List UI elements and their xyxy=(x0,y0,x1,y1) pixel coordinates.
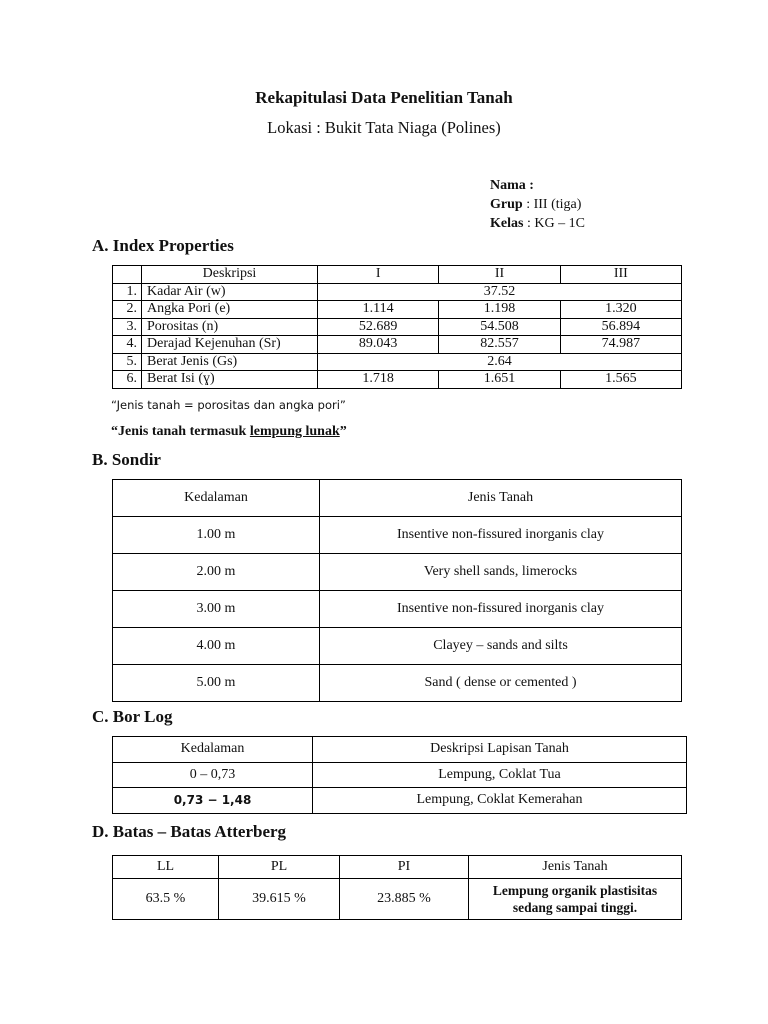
row-value: 52.689 xyxy=(318,318,439,336)
row-number: 2. xyxy=(113,301,142,319)
table-row xyxy=(113,301,682,319)
header-cell: Deskripsi xyxy=(142,266,318,284)
soil-type-cell: Clayey – sands and silts xyxy=(320,628,682,665)
layer-description-cell: Lempung, Coklat Tua xyxy=(313,762,687,788)
header-cell: Jenis Tanah xyxy=(320,480,682,517)
row-value: 2.64 xyxy=(318,353,682,371)
section-d-heading: D. Batas – Batas Atterberg xyxy=(92,822,287,841)
soil-type-cell: Very shell sands, limerocks xyxy=(320,554,682,591)
row-label: Berat Jenis (Gs) xyxy=(142,353,318,371)
table-row xyxy=(113,517,682,554)
note-conclusion-suffix: ” xyxy=(339,424,347,439)
layer-description-cell: Lempung, Coklat Kemerahan xyxy=(313,788,687,814)
table-header-row xyxy=(113,737,687,763)
pi-value: 23.885 % xyxy=(340,879,469,920)
row-value: 54.508 xyxy=(439,318,560,336)
note-conclusion xyxy=(111,424,347,440)
page-title: Rekapitulasi Data Penelitian Tanah xyxy=(255,88,513,107)
row-number: 3. xyxy=(113,318,142,336)
row-number: 5. xyxy=(113,353,142,371)
depth-cell: 2.00 m xyxy=(113,554,320,591)
row-number: 1. xyxy=(113,283,142,301)
ll-value: 63.5 % xyxy=(113,879,219,920)
table-row xyxy=(113,336,682,354)
row-label: Porositas (n) xyxy=(142,318,318,336)
header-cell: III xyxy=(560,266,681,284)
grup-value: : III (tiga) xyxy=(526,197,582,212)
table-row xyxy=(113,554,682,591)
note-conclusion-prefix: “Jenis tanah termasuk xyxy=(111,424,250,439)
table-row xyxy=(113,665,682,702)
row-number: 4. xyxy=(113,336,142,354)
row-label: Berat Isi (ɣ) xyxy=(142,371,318,389)
row-value: 82.557 xyxy=(439,336,560,354)
row-number: 6. xyxy=(113,371,142,389)
depth-cell: 3.00 m xyxy=(113,591,320,628)
table-row xyxy=(113,591,682,628)
table-row xyxy=(113,762,687,788)
header-cell: Kedalaman xyxy=(113,480,320,517)
kelas-label: Kelas xyxy=(490,216,524,231)
row-value: 1.198 xyxy=(439,301,560,319)
nama-label: Nama : xyxy=(490,178,534,193)
table-header-row xyxy=(113,480,682,517)
soil-type-cell: Sand ( dense or cemented ) xyxy=(320,665,682,702)
header-cell: II xyxy=(439,266,560,284)
page-subtitle: Lokasi : Bukit Tata Niaga (Polines) xyxy=(267,118,501,137)
soil-type-cell: Insentive non-fissured inorganis clay xyxy=(320,591,682,628)
table-row xyxy=(113,318,682,336)
header-cell: I xyxy=(318,266,439,284)
section-b-heading: B. Sondir xyxy=(92,450,161,469)
bor-log-table xyxy=(112,736,687,814)
note-jenis-tanah: “Jenis tanah = porositas dan angka pori” xyxy=(111,398,346,412)
row-value: 37.52 xyxy=(318,283,682,301)
header-cell: PI xyxy=(340,856,469,879)
pl-value: 39.615 % xyxy=(219,879,340,920)
soil-type-line-1: Lempung organik plastisitas xyxy=(492,883,658,898)
depth-cell: 0,73 − 1,48 xyxy=(113,788,313,814)
row-value: 89.043 xyxy=(318,336,439,354)
header-cell: PL xyxy=(219,856,340,879)
table-header-row xyxy=(113,856,682,879)
table-row xyxy=(113,879,682,920)
section-a-heading: A. Index Properties xyxy=(92,236,234,255)
soil-type-cell: Insentive non-fissured inorganis clay xyxy=(320,517,682,554)
depth-cell: 5.00 m xyxy=(113,665,320,702)
row-value: 1.718 xyxy=(318,371,439,389)
table-row xyxy=(113,371,682,389)
table-header-row xyxy=(113,266,682,284)
header-cell: Deskripsi Lapisan Tanah xyxy=(313,737,687,763)
row-value: 74.987 xyxy=(560,336,681,354)
grup-label: Grup xyxy=(490,197,523,212)
soil-type-line-2: sedang sampai tinggi. xyxy=(512,900,638,915)
kelas-line xyxy=(490,216,585,232)
index-properties-table xyxy=(112,265,682,389)
kelas-value: : KG – 1C xyxy=(526,216,585,231)
row-value: 56.894 xyxy=(560,318,681,336)
soil-type-value xyxy=(469,879,682,920)
table-row xyxy=(113,788,687,814)
nama-line xyxy=(490,178,534,194)
table-row xyxy=(113,353,682,371)
row-label: Kadar Air (w) xyxy=(142,283,318,301)
sondir-table xyxy=(112,479,682,702)
table-row xyxy=(113,283,682,301)
row-value: 1.320 xyxy=(560,301,681,319)
row-label: Angka Pori (e) xyxy=(142,301,318,319)
header-cell: LL xyxy=(113,856,219,879)
table-row xyxy=(113,628,682,665)
row-value: 1.114 xyxy=(318,301,439,319)
depth-cell: 4.00 m xyxy=(113,628,320,665)
header-cell xyxy=(113,266,142,284)
depth-cell: 0 – 0,73 xyxy=(113,762,313,788)
row-value: 1.651 xyxy=(439,371,560,389)
header-cell: Jenis Tanah xyxy=(469,856,682,879)
grup-line xyxy=(490,197,581,213)
depth-cell: 1.00 m xyxy=(113,517,320,554)
note-conclusion-underlined: lempung lunak xyxy=(249,424,340,439)
row-value: 1.565 xyxy=(560,371,681,389)
atterberg-table xyxy=(112,855,682,920)
section-c-heading: C. Bor Log xyxy=(92,707,173,726)
row-label: Derajad Kejenuhan (Sr) xyxy=(142,336,318,354)
header-cell: Kedalaman xyxy=(113,737,313,763)
